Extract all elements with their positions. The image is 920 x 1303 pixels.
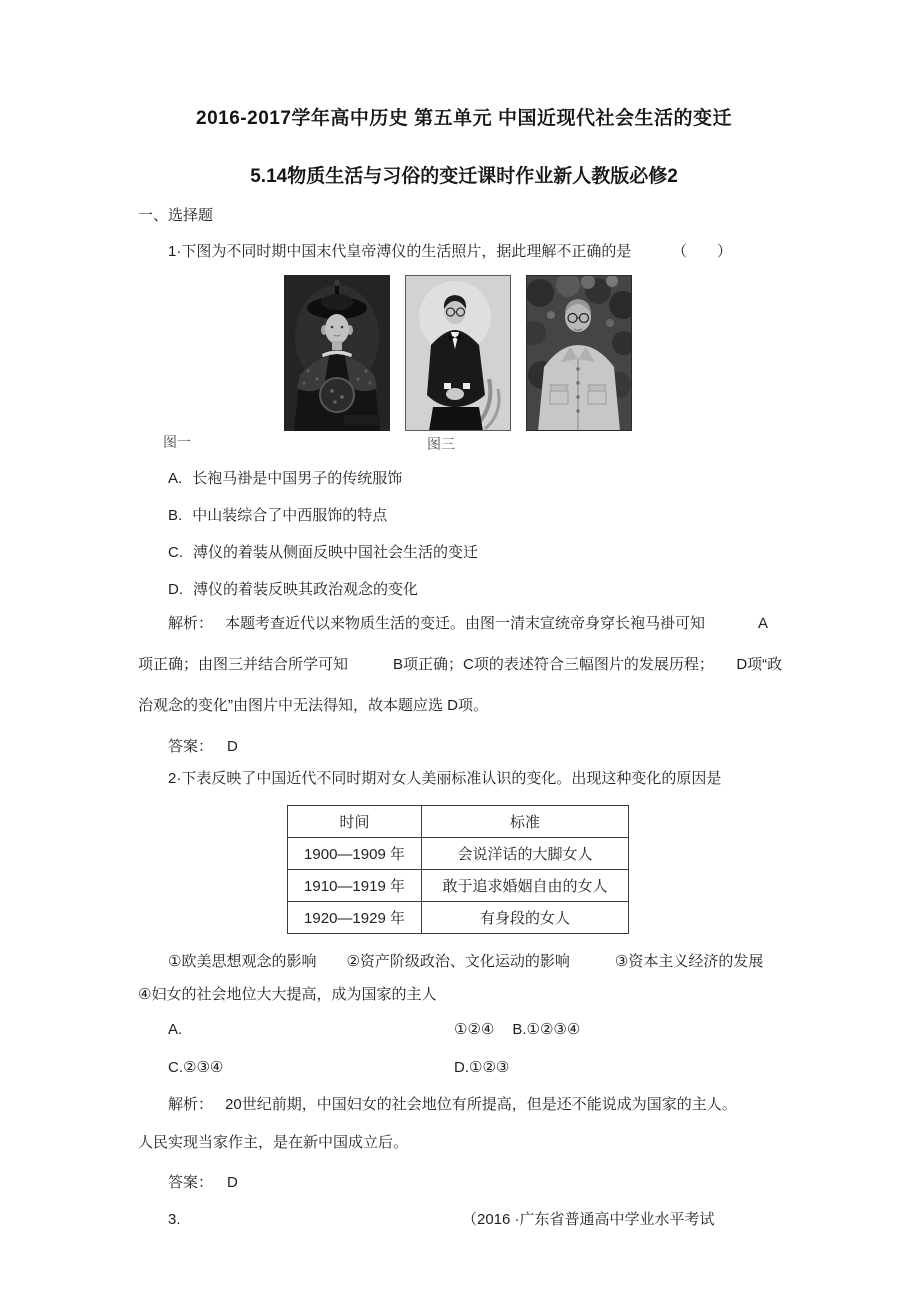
table-row: [288, 902, 629, 934]
q1-analysis-line1: [138, 603, 790, 644]
q2-options-row2: [138, 1058, 790, 1078]
table-row: [288, 838, 629, 870]
q1-option-d: [138, 580, 790, 600]
q1-option-a-label: A.: [168, 470, 183, 487]
q2-analysis-line2: 人民实现当家作主，是在新中国成立后。: [138, 1134, 409, 1151]
q1-option-a: [138, 469, 790, 489]
document-subtitle: 5.14物质生活与习俗的变迁课时作业新人教版必修2: [250, 166, 678, 187]
table-cell-period-1: 1900—1909 年: [288, 838, 422, 870]
q1-answer-value: D: [227, 738, 238, 755]
table-cell-standard-1: 会说洋话的大脚女人: [422, 838, 629, 870]
q1-option-c-text: 溥仪的着装从侧面反映中国社会生活的变迁: [193, 544, 479, 561]
q2-option-d: D.①②③: [454, 1059, 510, 1076]
document-title: 2016-2017学年高中历史 第五单元 中国近现代社会生活的变迁: [196, 108, 732, 129]
q2-analysis-label: 解析：: [168, 1096, 214, 1113]
q1-option-c: [138, 543, 790, 563]
table-cell-period-2: 1910—1919 年: [288, 870, 422, 902]
q2-stem: 2·下表反映了中国近代不同时期对女人美丽标准认识的变化。出现这种变化的原因是: [168, 770, 722, 787]
q3-number: 3.: [168, 1211, 181, 1228]
figure-caption-1: 图一: [163, 434, 191, 450]
q2-analysis: [138, 1086, 790, 1202]
table-row: [288, 870, 629, 902]
table-header-row: [288, 806, 629, 838]
q3-source: （2016 ·广东省普通高中学业水平考试: [462, 1211, 715, 1228]
q2-answer-line: [138, 1164, 790, 1202]
q2-option-a-label: A.: [168, 1021, 183, 1038]
q1-option-c-label: C.: [168, 544, 183, 561]
q2-beauty-standard-table: [287, 805, 629, 934]
q1-captions-row: [138, 432, 790, 452]
figure-caption-3: 图三: [427, 436, 455, 452]
q1-option-a-text: 长袍马褂是中国男子的传统服饰: [192, 470, 403, 487]
section-heading: 一、选择题: [138, 207, 214, 224]
q1-option-b: [138, 506, 790, 526]
q1-option-d-text: 溥仪的着装反映其政治观念的变化: [193, 581, 419, 598]
q2-option-c: C.②③④: [168, 1059, 224, 1076]
q1-analysis-line3: 治观念的变化”由图片中无法得知，故本题应选 D项。: [138, 697, 488, 714]
q1-photo-qing-court-dress: [284, 275, 390, 431]
q1-analysis-line1-text: 本题考查近代以来物质生活的变迁。由图一清末宣统帝身穿长袍马褂可知: [225, 615, 706, 632]
q1-stem-row: [138, 242, 790, 262]
q1-analysis-line1-end: A: [757, 615, 768, 632]
q1-answer-brackets: （ ）: [671, 243, 732, 260]
q1-photos-row: [284, 275, 790, 431]
q2-analysis-line1-text: 20世纪前期，中国妇女的社会地位有所提高，但是还不能说成为国家的主人。: [225, 1096, 737, 1113]
q1-option-d-label: D.: [168, 581, 183, 598]
table-cell-standard-3: 有身段的女人: [422, 902, 629, 934]
q1-answer-line: [138, 726, 790, 767]
q2-answer-label: 答案：: [168, 1174, 214, 1191]
q1-analysis-label: 解析：: [168, 615, 214, 632]
q1-answer-label: 答案：: [168, 738, 214, 755]
q1-analysis: [138, 603, 790, 767]
q2-options-row1: [138, 1020, 790, 1040]
q1-photo-western-suit: [405, 275, 511, 431]
q1-option-b-text: 中山装综合了中西服饰的特点: [192, 507, 388, 524]
q2-items-line2: ④妇女的社会地位大大提高，成为国家的主人: [138, 986, 437, 1003]
q2-option-a-value: ①②④: [454, 1021, 495, 1038]
q1-photo-zhongshan-suit: [526, 275, 632, 431]
q1-option-b-label: B.: [168, 507, 183, 524]
table-cell-period-3: 1920—1929 年: [288, 902, 422, 934]
q2-option-b: B.①②③④: [512, 1021, 581, 1038]
q2-items-line1: ①欧美思想观念的影响 ②资产阶级政治、文化运动的影响 ③资本主义经济的发展: [168, 953, 764, 970]
q2-answer-value: D: [227, 1174, 238, 1191]
q2-analysis-line1: [138, 1086, 790, 1124]
q3-row: [138, 1210, 790, 1230]
table-header-time: 时间: [288, 806, 422, 838]
table-cell-standard-2: 敢于追求婚姻自由的女人: [422, 870, 629, 902]
q1-stem: 1·下图为不同时期中国末代皇帝溥仪的生活照片，据此理解不正确的是: [168, 243, 632, 260]
q1-analysis-line2: 项正确；由图三并结合所学可知 B项正确；C项的表述符合三幅图片的发展历程； D项“政: [138, 656, 783, 673]
table-header-standard: 标准: [422, 806, 629, 838]
